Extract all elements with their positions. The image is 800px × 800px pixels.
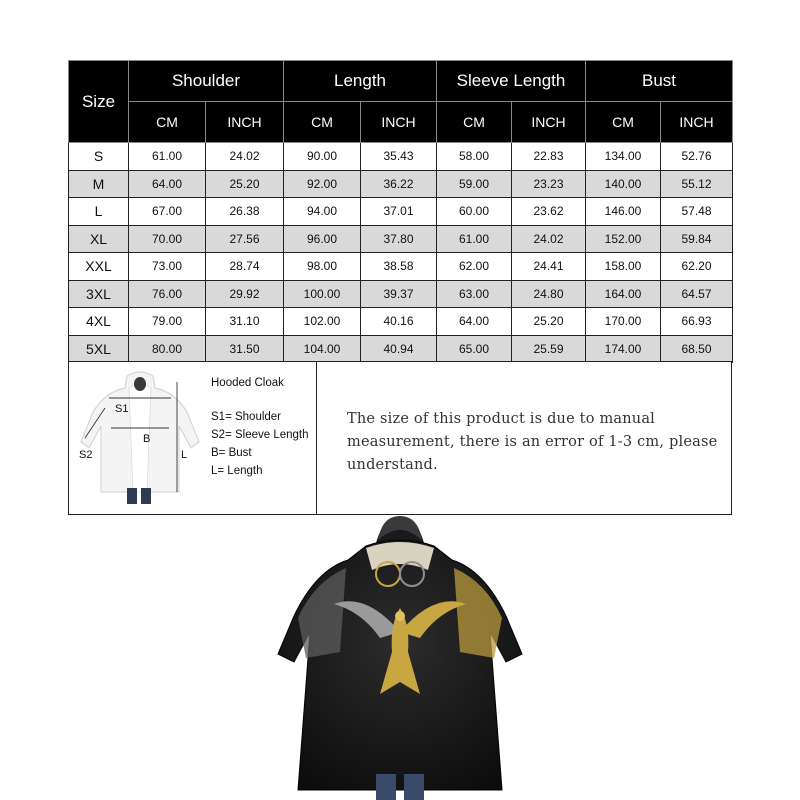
measurement-cell: 59.84 <box>661 225 733 253</box>
measurement-cell: 31.10 <box>206 308 284 336</box>
unit-header: CM <box>586 102 661 143</box>
measurement-cell: 23.23 <box>512 170 586 198</box>
measurement-cell: 67.00 <box>129 198 206 226</box>
bust-header: Bust <box>586 61 733 102</box>
measurement-cell: 52.76 <box>661 143 733 171</box>
size-rows <box>69 143 733 363</box>
measurement-cell: 31.50 <box>206 335 284 363</box>
measurement-cell: 25.20 <box>512 308 586 336</box>
measurement-cell: 66.93 <box>661 308 733 336</box>
measurement-cell: 24.41 <box>512 253 586 281</box>
measurement-cell: 22.83 <box>512 143 586 171</box>
size-cell: 4XL <box>69 308 129 336</box>
measurement-cell: 37.80 <box>361 225 437 253</box>
measurement-note: The size of this product is due to manual measurement, there is an error of 1-3 cm, please understand. <box>347 411 718 473</box>
size-row <box>69 253 733 281</box>
measurement-cell: 61.00 <box>437 225 512 253</box>
measurement-cell: 96.00 <box>284 225 361 253</box>
size-row <box>69 198 733 226</box>
measurement-cell: 152.00 <box>586 225 661 253</box>
measurement-cell: 104.00 <box>284 335 361 363</box>
measurement-info-box <box>68 361 732 515</box>
measurement-cell: 24.80 <box>512 280 586 308</box>
unit-header: INCH <box>512 102 586 143</box>
measurement-cell: 60.00 <box>437 198 512 226</box>
measurement-cell: 28.74 <box>206 253 284 281</box>
measurement-cell: 76.00 <box>129 280 206 308</box>
measurement-cell: 62.20 <box>661 253 733 281</box>
unit-header: CM <box>284 102 361 143</box>
legend-item: B= Bust <box>211 447 252 459</box>
measurement-cell: 64.00 <box>437 308 512 336</box>
unit-header: INCH <box>206 102 284 143</box>
measurement-cell: 164.00 <box>586 280 661 308</box>
measurement-cell: 62.00 <box>437 253 512 281</box>
measurement-cell: 64.57 <box>661 280 733 308</box>
measurement-cell: 37.01 <box>361 198 437 226</box>
sleeve-length-header: Sleeve Length <box>437 61 586 102</box>
measurement-cell: 140.00 <box>586 170 661 198</box>
measurement-cell: 64.00 <box>129 170 206 198</box>
legend-item: L= Length <box>211 465 263 477</box>
measurement-cell: 40.16 <box>361 308 437 336</box>
size-row <box>69 170 733 198</box>
size-cell: M <box>69 170 129 198</box>
cloak-measurement-diagram <box>75 368 205 510</box>
measurement-cell: 57.48 <box>661 198 733 226</box>
measurement-cell: 146.00 <box>586 198 661 226</box>
measurement-cell: 35.43 <box>361 143 437 171</box>
measurement-cell: 39.37 <box>361 280 437 308</box>
shoulder-header: Shoulder <box>129 61 284 102</box>
b-label: B <box>143 433 151 445</box>
measurement-cell: 40.94 <box>361 335 437 363</box>
measurement-cell: 36.22 <box>361 170 437 198</box>
legend-item: S1= Shoulder <box>211 411 282 423</box>
product-photo-hooded-cloak <box>270 512 530 800</box>
measurement-cell: 80.00 <box>129 335 206 363</box>
leg-shape <box>127 488 137 504</box>
measurement-cell: 27.56 <box>206 225 284 253</box>
size-cell: L <box>69 198 129 226</box>
size-row <box>69 308 733 336</box>
measurement-cell: 70.00 <box>129 225 206 253</box>
leg-shape <box>141 488 151 504</box>
measurement-cell: 73.00 <box>129 253 206 281</box>
measurement-cell: 79.00 <box>129 308 206 336</box>
measurement-cell: 63.00 <box>437 280 512 308</box>
measurement-cell: 92.00 <box>284 170 361 198</box>
measurement-cell: 68.50 <box>661 335 733 363</box>
measurement-cell: 55.12 <box>661 170 733 198</box>
measurement-cell: 90.00 <box>284 143 361 171</box>
measurement-cell: 174.00 <box>586 335 661 363</box>
measurement-cell: 98.00 <box>284 253 361 281</box>
size-row <box>69 280 733 308</box>
s1-label: S1 <box>115 403 129 415</box>
raven-head <box>395 611 405 621</box>
measurement-cell: 26.38 <box>206 198 284 226</box>
measurement-cell: 134.00 <box>586 143 661 171</box>
measurement-cell: 24.02 <box>512 225 586 253</box>
length-header: Length <box>284 61 437 102</box>
size-row <box>69 143 733 171</box>
measurement-cell: 24.02 <box>206 143 284 171</box>
unit-header: CM <box>437 102 512 143</box>
measurement-cell: 29.92 <box>206 280 284 308</box>
measurement-cell: 100.00 <box>284 280 361 308</box>
size-cell: S <box>69 143 129 171</box>
measurement-cell: 94.00 <box>284 198 361 226</box>
measurement-cell: 59.00 <box>437 170 512 198</box>
size-row <box>69 225 733 253</box>
size-header: Size <box>69 61 129 143</box>
measurement-cell: 170.00 <box>586 308 661 336</box>
size-row <box>69 335 733 363</box>
measurement-cell: 25.20 <box>206 170 284 198</box>
measurement-cell: 38.58 <box>361 253 437 281</box>
measurement-cell: 23.62 <box>512 198 586 226</box>
diagram-legend <box>211 374 309 480</box>
l-label: L <box>181 449 188 461</box>
size-chart-table <box>68 60 733 363</box>
unit-header: INCH <box>661 102 733 143</box>
measurement-cell: 61.00 <box>129 143 206 171</box>
measurement-cell: 65.00 <box>437 335 512 363</box>
s2-label: S2 <box>79 449 93 461</box>
leg-shape <box>376 774 396 800</box>
size-cell: XXL <box>69 253 129 281</box>
size-cell: XL <box>69 225 129 253</box>
head-shape <box>134 377 146 391</box>
measurement-cell: 102.00 <box>284 308 361 336</box>
legend-item: S2= Sleeve Length <box>211 429 309 441</box>
unit-header: CM <box>129 102 206 143</box>
unit-header: INCH <box>361 102 437 143</box>
leg-shape <box>404 774 424 800</box>
measurement-cell: 158.00 <box>586 253 661 281</box>
info-divider <box>316 362 317 514</box>
measurement-cell: 58.00 <box>437 143 512 171</box>
size-cell: 5XL <box>69 335 129 363</box>
size-cell: 3XL <box>69 280 129 308</box>
diagram-title: Hooded Cloak <box>211 377 284 389</box>
measurement-cell: 25.59 <box>512 335 586 363</box>
